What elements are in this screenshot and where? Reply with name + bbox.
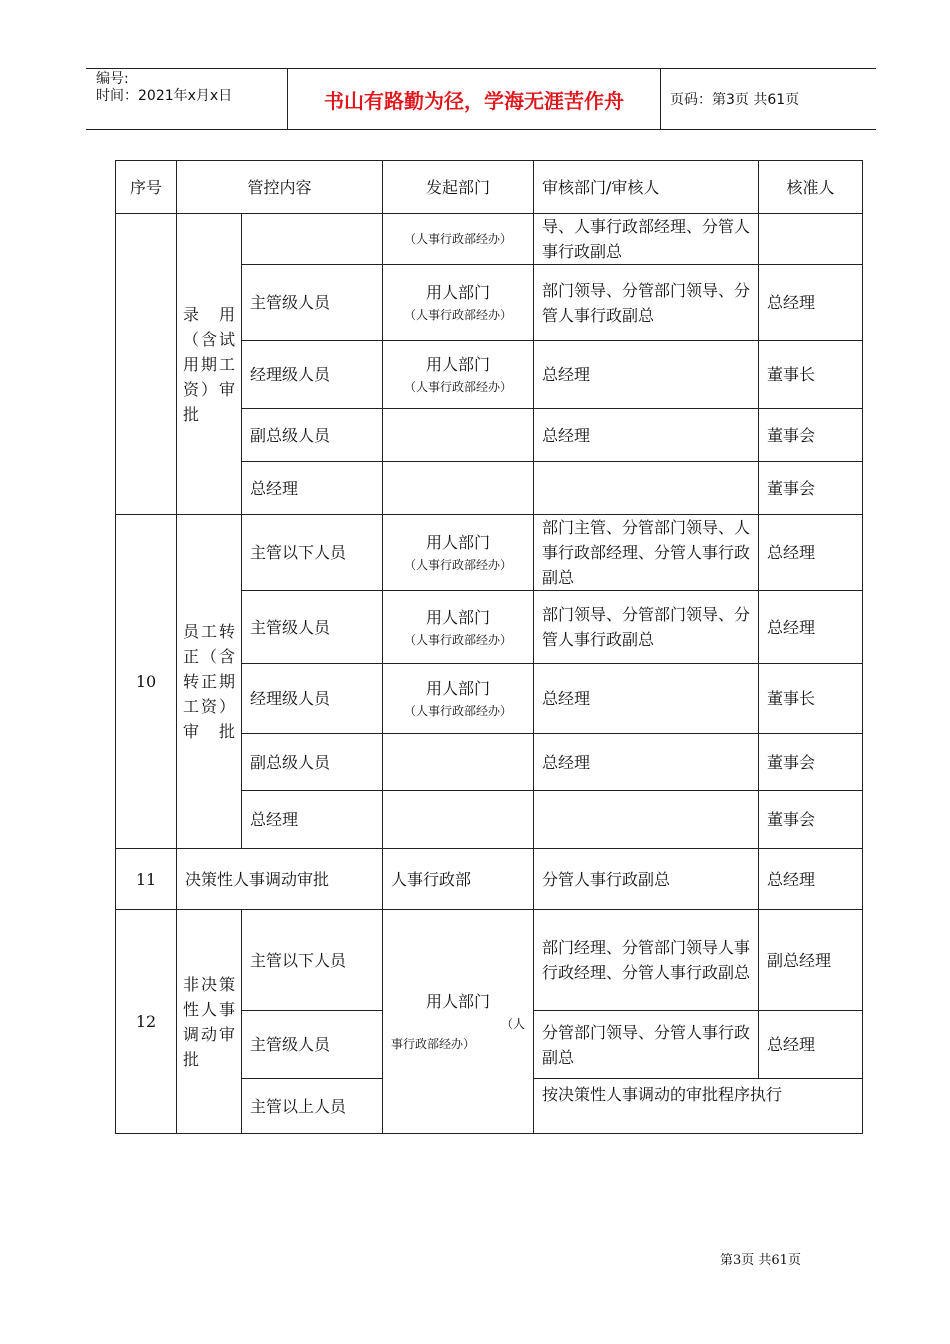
dept — [383, 910, 534, 1134]
dept — [383, 664, 534, 734]
group3-no: 12 — [116, 910, 177, 1134]
table-row — [116, 515, 863, 591]
header-approver: 核准人 — [759, 161, 863, 214]
reviewer: 总经理 — [534, 734, 759, 791]
level: 副总级人员 — [242, 409, 383, 462]
reviewer: 总经理 — [534, 341, 759, 409]
approval-table — [115, 160, 863, 1134]
content: 决策性人事调动审批 — [177, 849, 383, 910]
dept-sub: （人事行政部经办） — [383, 214, 534, 265]
level: 经理级人员 — [242, 664, 383, 734]
table-row — [116, 849, 863, 910]
dept — [383, 265, 534, 341]
approver: 董事会 — [759, 409, 863, 462]
dept-main: 用人部门 — [426, 533, 491, 552]
approver: 董事会 — [759, 791, 863, 849]
reviewer: 分管人事行政副总 — [534, 849, 759, 910]
page-header — [86, 68, 876, 130]
reviewer: 部门领导、分管部门领导、分管人事行政副总 — [534, 591, 759, 664]
approver: 董事会 — [759, 462, 863, 515]
approver: 董事长 — [759, 664, 863, 734]
approver: 总经理 — [759, 1011, 863, 1079]
dept — [383, 591, 534, 664]
reviewer: 总经理 — [534, 664, 759, 734]
level: 主管级人员 — [242, 1011, 383, 1079]
header-dept: 发起部门 — [383, 161, 534, 214]
dept — [383, 341, 534, 409]
approver: 副总经理 — [759, 910, 863, 1011]
group1-no — [116, 214, 177, 515]
reviewer: 部门主管、分管部门领导、人事行政部经理、分管人事行政副总 — [534, 515, 759, 591]
approver: 总经理 — [759, 591, 863, 664]
approver: 总经理 — [759, 849, 863, 910]
page-info: 页码：第3页 共61页 — [670, 92, 800, 108]
dept — [383, 515, 534, 591]
dept: 人事行政部 — [383, 849, 534, 910]
approver: 总经理 — [759, 265, 863, 341]
approver: 董事长 — [759, 341, 863, 409]
row-no: 11 — [116, 849, 177, 910]
level: 主管以下人员 — [242, 515, 383, 591]
reviewer: 部门经理、分管部门领导人事行政经理、分管人事行政副总 — [534, 910, 759, 1011]
header-content: 管控内容 — [177, 161, 383, 214]
approver: 董事会 — [759, 734, 863, 791]
dept-main: 用人部门 — [426, 992, 491, 1011]
level: 经理级人员 — [242, 341, 383, 409]
dept-sub: （人事行政部经办） — [404, 308, 513, 322]
group1-content: 录用（含试用期工资）审批 — [177, 214, 242, 515]
table-row — [116, 214, 863, 265]
group2-content: 员工转正（含转正期工资）审批 — [177, 515, 242, 849]
level: 主管以下人员 — [242, 910, 383, 1011]
level: 总经理 — [242, 791, 383, 849]
level: 主管级人员 — [242, 591, 383, 664]
serial-label: 编号: — [96, 71, 129, 87]
header-no: 序号 — [116, 161, 177, 214]
reviewer: 分管部门领导、分管人事行政副总 — [534, 1011, 759, 1079]
reviewer: 总经理 — [534, 409, 759, 462]
reviewer: 导、人事行政部经理、分管人事行政副总 — [534, 214, 759, 265]
header-reviewer: 审核部门/审核人 — [534, 161, 759, 214]
dept-main: 用人部门 — [426, 607, 491, 627]
dept-sub-b: 事行政部经办） — [391, 1037, 476, 1051]
header-meta — [86, 69, 288, 129]
motto: 书山有路勤为径，学海无涯苦作舟 — [288, 69, 661, 129]
dept-main: 用人部门 — [426, 283, 491, 302]
table-header-row — [116, 161, 863, 214]
level: 主管级人员 — [242, 265, 383, 341]
approver: 总经理 — [759, 515, 863, 591]
dept-sub: （人事行政部经办） — [404, 558, 513, 572]
reviewer: 按决策性人事调动的审批程序执行 — [534, 1079, 863, 1134]
dept-main: 用人部门 — [426, 679, 491, 698]
approver — [759, 214, 863, 265]
reviewer: 部门领导、分管部门领导、分管人事行政副总 — [534, 265, 759, 341]
time-label: 时间：2021年x月x日 — [96, 88, 233, 104]
dept-sub: （人事行政部经办） — [404, 704, 513, 718]
level: 副总级人员 — [242, 734, 383, 791]
group2-no: 10 — [116, 515, 177, 849]
table-row — [116, 910, 863, 1011]
dept-sub: （人事行政部经办） — [404, 632, 513, 647]
level: 主管以上人员 — [242, 1079, 383, 1134]
dept-main: 用人部门 — [426, 355, 491, 374]
level: 总经理 — [242, 462, 383, 515]
group3-content: 非决策性人事调动审批 — [177, 910, 242, 1134]
dept-sub: （人事行政部经办） — [404, 380, 513, 394]
footer-page: 第3页 共61页 — [720, 1253, 801, 1268]
dept-sub-a: （人 — [501, 1017, 526, 1031]
